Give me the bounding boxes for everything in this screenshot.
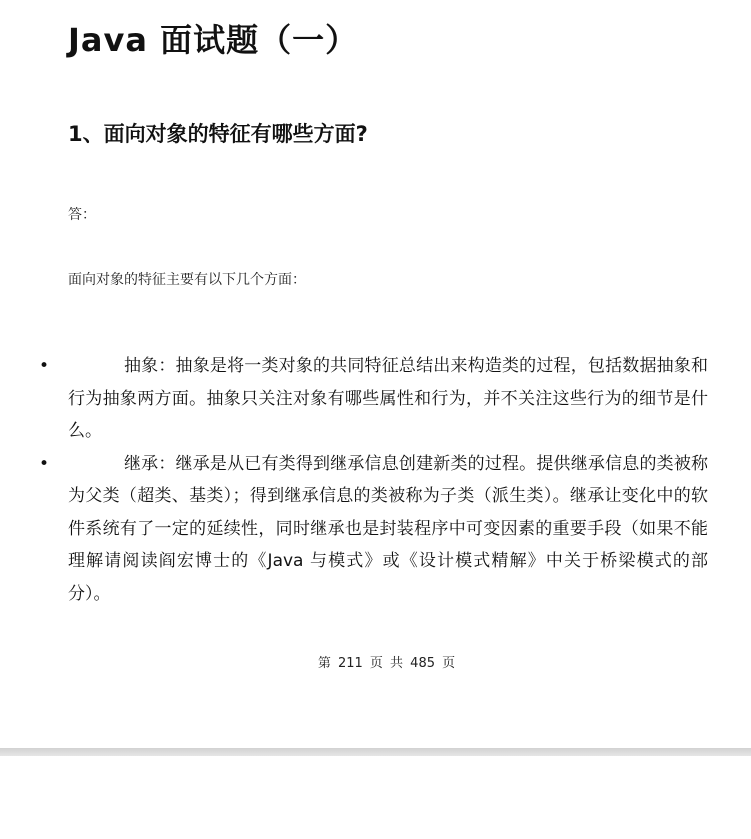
list-item-abstraction — [39, 350, 708, 448]
feature-list — [39, 350, 708, 610]
bullet-dot-icon: • — [39, 356, 50, 376]
list-item-text: 抽象：抽象是将一类对象的共同特征总结出来构造类的过程，包括数据抽象和行为抽象两方面。抽象只关注对象有哪些属性和行为，并不关注这些行为的细节是什么。 — [68, 356, 708, 441]
list-item-inheritance — [39, 448, 708, 611]
document-title: Java 面试题（一） — [68, 21, 359, 59]
question-heading: 1、面向对象的特征有哪些方面? — [68, 122, 368, 146]
page-separator — [0, 748, 751, 756]
page-number-footer: 第 211 页 共 485 页 — [317, 656, 456, 671]
bullet-dot-icon: • — [39, 453, 50, 474]
intro-text: 面向对象的特征主要有以下几个方面： — [68, 272, 306, 288]
answer-label: 答： — [68, 207, 96, 223]
next-page — [0, 756, 751, 839]
list-item-text: 继承：继承是从已有类得到继承信息创建新类的过程。提供继承信息的类被称为父类（超类、基类）；得到继承信息的类被称为子类（派生类）。继承让变化中的软件系统有了一定的延续性，同时继承也是封装程序中可变因素的重要手段（如果不能理解请阅读阎宏博士的《Java 与模式》或《设计模式精解》中关于桥梁模式的部分）。 — [68, 453, 708, 604]
